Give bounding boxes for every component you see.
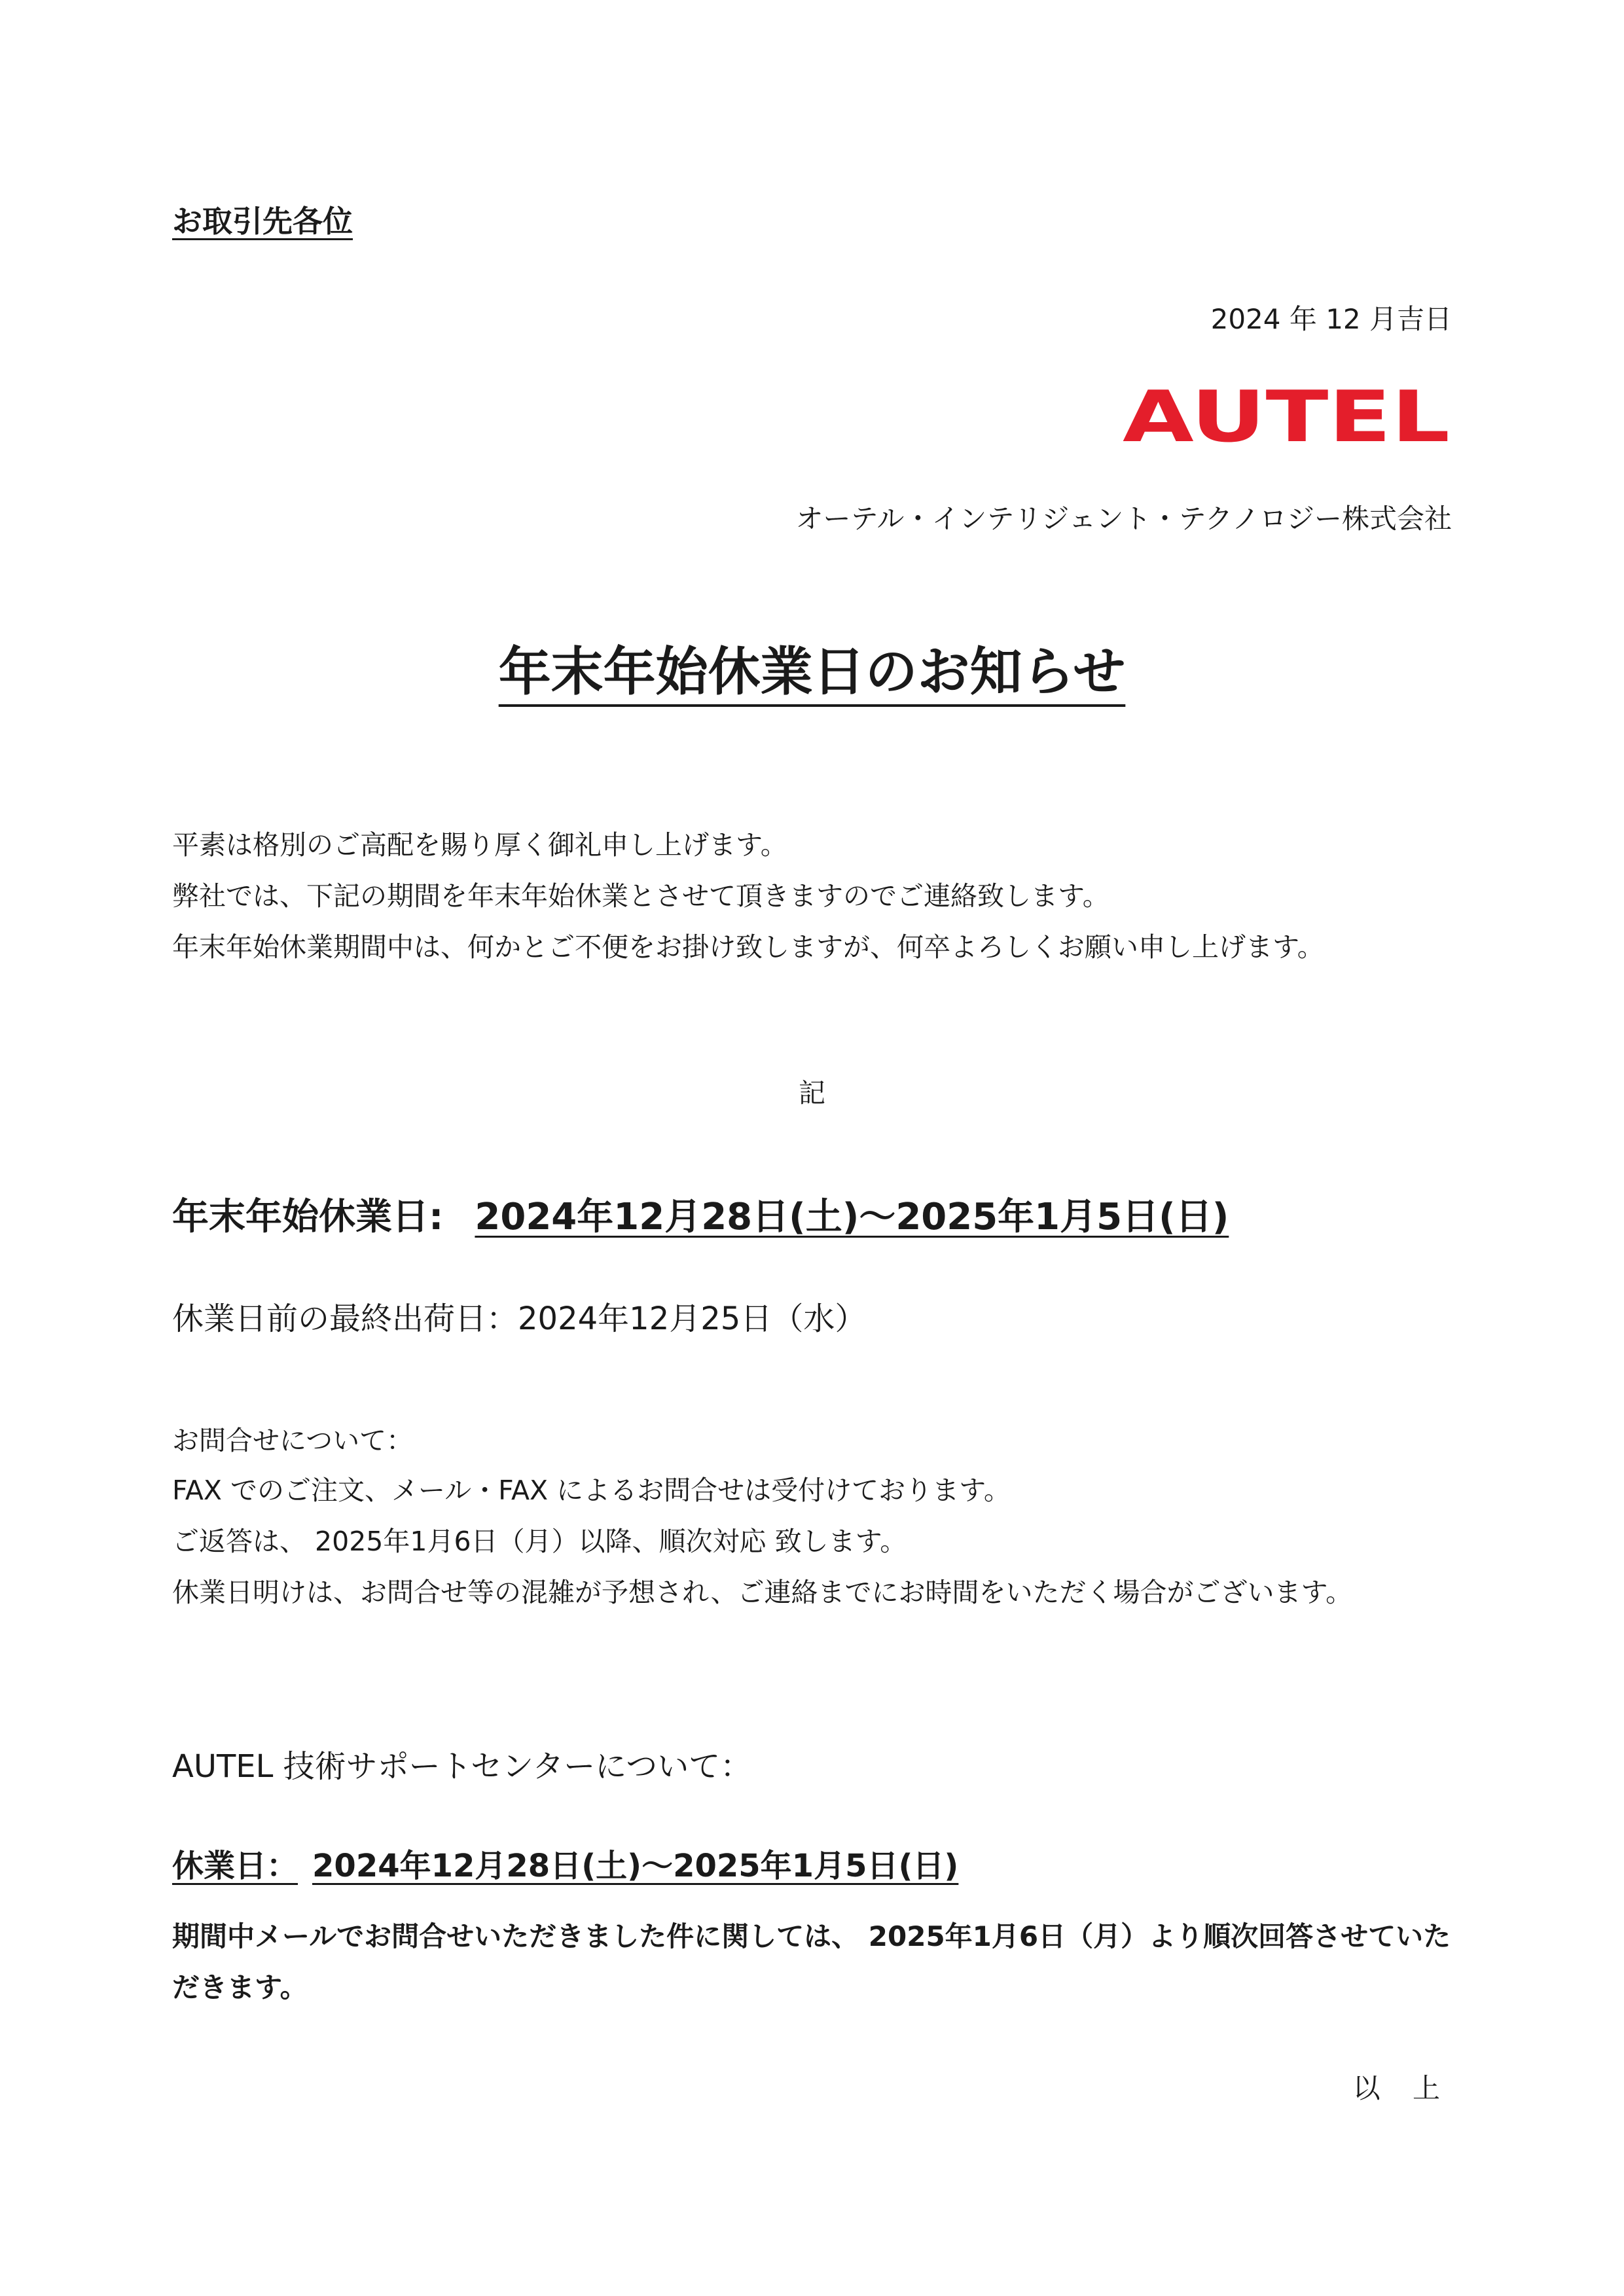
closing-mark: 以 上	[1352, 2072, 1452, 2104]
holiday-dates: 2024年12月28日(土)～2025年1月5日(日)	[475, 1196, 1229, 1238]
document-date: 2024 年 12 月吉日	[1210, 303, 1452, 335]
holiday-period	[172, 1188, 1229, 1240]
support-body: 期間中メールでお問合せいただきました件に関しては、 2025年1月6日（月）より順次回答させていただきます。	[172, 1920, 1451, 2003]
inquiry-line: ご返答は、 2025年1月6日（月）以降、順次対応 致します。	[172, 1526, 907, 1557]
inquiry-heading: お問合せについて：	[172, 1425, 414, 1456]
inquiry-line: FAX でのご注文、メール・FAX によるお問合せは受付けております。	[172, 1475, 1011, 1506]
greeting-line: 年末年始休業期間中は、何かとご不便をお掛け致しますが、何卒よろしくお願い申し上げます。	[172, 931, 1324, 963]
company-name: オーテル・インテリジェント・テクノロジー株式会社	[795, 503, 1452, 535]
support-holiday-dates: 2024年12月28日(土)～2025年1月5日(日)	[312, 1848, 959, 1884]
greeting-line: 弊社では、下記の期間を年末年始休業とさせて頂きますのでご連絡致します。	[172, 880, 1110, 912]
ki-marker: 記	[799, 1077, 825, 1109]
holiday-label: 年末年始休業日:	[172, 1196, 444, 1238]
inquiry-line: 休業日明けは、お問合せ等の混雑が予想され、ご連絡までにお時間をいただく場合がございます。	[172, 1577, 1353, 1608]
greeting-line: 平素は格別のご高配を賜り厚く御礼申し上げます。	[172, 829, 787, 861]
document-title-text: 年末年始休業日のお知らせ	[498, 641, 1126, 702]
autel-logo-text: AUTEL	[1123, 386, 1450, 445]
last-shipping-date: 休業日前の最終出荷日：2024年12月25日（水）	[172, 1300, 867, 1337]
document-title	[0, 630, 1624, 705]
support-heading: AUTEL 技術サポートセンターについて：	[172, 1748, 752, 1785]
support-holiday-label: 休業日：	[172, 1848, 298, 1884]
addressee: お取引先各位	[172, 204, 353, 239]
autel-logo	[1121, 386, 1452, 445]
support-holiday	[172, 1840, 958, 1886]
